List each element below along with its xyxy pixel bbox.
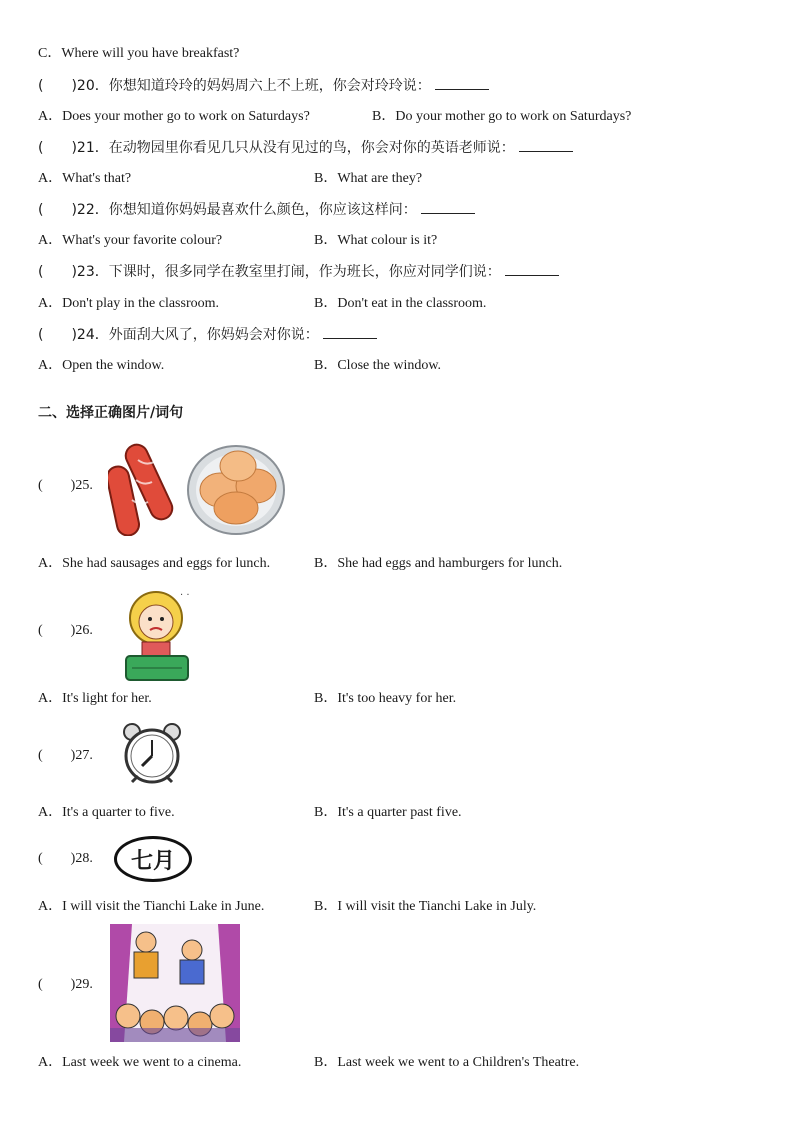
q28-number: ( )28. [38, 851, 93, 866]
answer-blank[interactable] [421, 201, 475, 214]
q21-option-b[interactable]: B．What are they? [314, 171, 423, 186]
q24-option-b[interactable]: B．Close the window. [314, 358, 442, 373]
audience-icon [110, 1004, 240, 1042]
sausages-eggs-picture [108, 440, 288, 536]
q22-option-a[interactable]: A．What's your favorite colour? [38, 233, 223, 248]
answer-blank[interactable] [519, 139, 573, 152]
q25-number: ( )25. [38, 478, 93, 493]
q29-option-b[interactable]: B．Last week we went to a Children's Theatre. [314, 1055, 580, 1070]
q25-option-a[interactable]: A．She had sausages and eggs for lunch. [38, 556, 271, 571]
july-badge: 七月 [114, 836, 192, 882]
bag-icon [126, 656, 188, 680]
q22-stem: ( )22．你想知道你妈妈最喜欢什么颜色，你应该这样问： [38, 201, 475, 219]
q28-option-a[interactable]: A．I will visit the Tianchi Lake in June. [38, 899, 265, 914]
q24-stem: ( )24．外面刮大风了，你妈妈会对你说： [38, 326, 377, 344]
q20-option-a[interactable]: A．Does your mother go to work on Saturdays? [38, 109, 310, 124]
answer-blank[interactable] [505, 263, 559, 276]
q20-option-b[interactable]: B．Do your mother go to work on Saturdays? [372, 109, 632, 124]
q26-number: ( )26. [38, 623, 93, 638]
q23-stem: ( )23．下课时，很多同学在教室里打闹，作为班长，你应对同学们说： [38, 263, 559, 281]
answer-blank[interactable] [323, 326, 377, 339]
q27-number: ( )27. [38, 748, 93, 763]
q20-stem: ( )20．你想知道玲玲的妈妈周六上不上班，你会对玲玲说： [38, 77, 489, 95]
q19-option-c: C．Where will you have breakfast? [38, 46, 240, 61]
q25-option-b[interactable]: B．She had eggs and hamburgers for lunch. [314, 556, 563, 571]
q22-option-b[interactable]: B．What colour is it? [314, 233, 438, 248]
q27-option-a[interactable]: A．It's a quarter to five. [38, 805, 175, 820]
q26-option-b[interactable]: B．It's too heavy for her. [314, 691, 457, 706]
bowl-of-eggs-icon [188, 446, 284, 534]
alarm-clock-picture [118, 722, 186, 788]
q23-option-a[interactable]: A．Don't play in the classroom. [38, 296, 219, 311]
q23-option-b[interactable]: B．Don't eat in the classroom. [314, 296, 487, 311]
q21-stem: ( )21．在动物园里你看见几只从没有见过的鸟，你会对你的英语老师说： [38, 139, 573, 157]
answer-blank[interactable] [435, 77, 489, 90]
theatre-audience-picture [110, 924, 240, 1042]
girl-carrying-bag-picture [112, 582, 206, 684]
sausage-icon [108, 441, 176, 536]
q29-option-a[interactable]: A．Last week we went to a cinema. [38, 1055, 242, 1070]
q27-option-b[interactable]: B．It's a quarter past five. [314, 805, 462, 820]
svg-text:· ·: · · [180, 590, 190, 601]
q28-option-b[interactable]: B．I will visit the Tianchi Lake in July. [314, 899, 537, 914]
section-heading: 二、选择正确图片/词句 [38, 405, 184, 421]
alarm-clock-icon [124, 724, 180, 782]
q21-option-a[interactable]: A．What's that? [38, 171, 132, 186]
q24-option-a[interactable]: A．Open the window. [38, 358, 165, 373]
q26-option-a[interactable]: A．It's light for her. [38, 691, 152, 706]
q29-number: ( )29. [38, 977, 93, 992]
